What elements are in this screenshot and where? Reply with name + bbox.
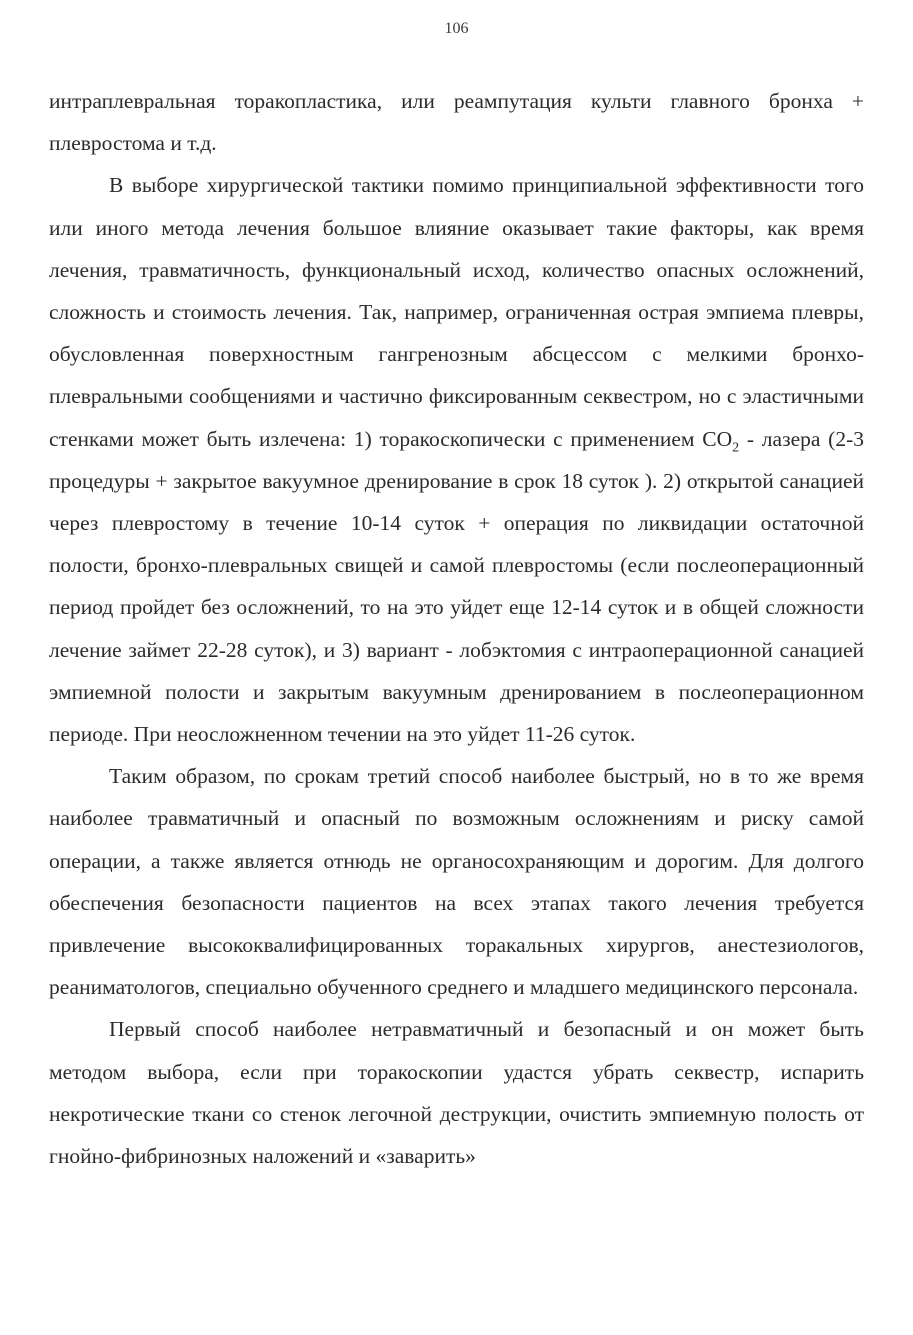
paragraph-4: Первый способ наиболее нетравматичный и безопасный и он может быть методом выбора, если при торакоскопии удастся убрать секвестр, испарить некротические ткани со стенок легочной деструкции, очистить эмпиемную полость от гнойно-фибринозных наложений и «заварить» xyxy=(49,1017,864,1169)
co2-subscript: 2 xyxy=(732,439,740,455)
paragraph-2-part-1: В выборе хирургической тактики помимо принципиальной эффективности того или иного метода лечения большое влияние оказывает такие факторы, как время лечения, травматичность, функциональный исход, количество опасных осложнений, сложность и стоимость лечения. Так, например, ограниченная острая эмпиема плевры, обусловленная поверхностным гангренозным абсцессом с мелкими бронхо-плевральными сообщениями и частично фиксированным секвестром, но с эластичными стенками может быть излечена: 1) торакоскопически с применением СО xyxy=(49,173,864,451)
page-number: 106 xyxy=(444,20,469,37)
paragraph-2-part-2: - лазера (2-3 процедуры + закрытое вакуумное дренирование в срок 18 суток ). 2) открытой санацией через плевростому в течение 10-14 суток + операция по ликвидации остаточной полости, бронхо-плевральных свищей и самой плевростомы (если послеоперационный период пройдет без осложнений, то на это уйдет еще 12-14 суток и в общей сложности лечение займет 22-28 суток), и 3) вариант - лобэктомия с интраоперационной санацией эмпиемной полости и закрытым вакуумным дренированием в послеоперационном периоде. При неосложненном течении на это уйдет 11-26 суток. xyxy=(49,426,864,747)
body-text xyxy=(49,80,864,1177)
paragraph-2 xyxy=(49,164,864,755)
paragraph-3: Таким образом, по срокам третий способ наиболее быстрый, но в то же время наиболее травматичный и опасный по возможным осложнениям и риску самой операции, а также является отнюдь не органосохраняющим и дорогим. Для долгого обеспечения безопасности пациентов на всех этапах такого лечения требуется привлечение высококвалифицированных торакальных хирургов, анестезиологов, реаниматологов, специально обученного среднего и младшего медицинского персонала. xyxy=(49,764,864,1000)
paragraph-1: интраплевральная торакопластика, или реампутация культи главного бронха + плевростома и т.д. xyxy=(49,89,864,156)
